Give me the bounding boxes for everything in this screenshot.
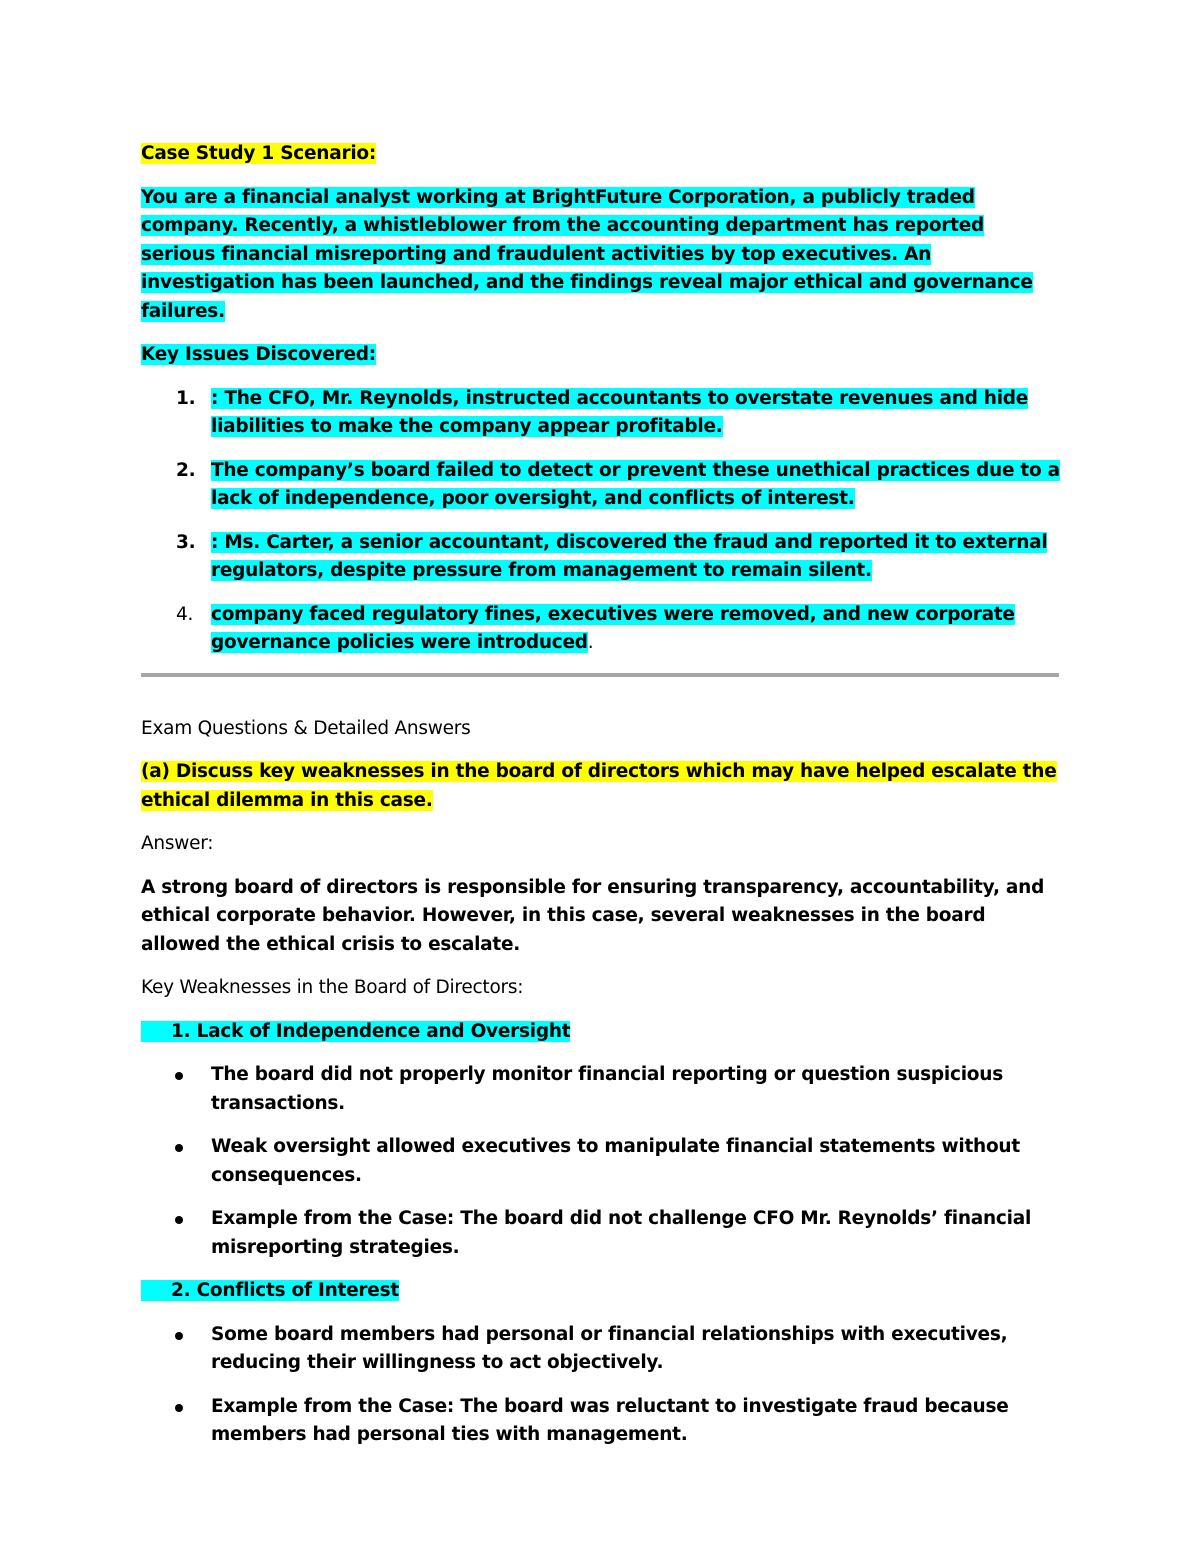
issue-trailing-period: .: [587, 632, 594, 653]
issue-item: [141, 457, 1061, 514]
question-a: (a) Discuss key weaknesses in the board of directors which may have helped escalate the ethical dilemma in this case.: [141, 761, 1057, 811]
issue-item: [141, 601, 1061, 658]
issue-item: [141, 385, 1061, 442]
weaknesses-heading: Key Weaknesses in the Board of Directors:: [141, 977, 524, 998]
exam-heading: Exam Questions & Detailed Answers: [141, 717, 471, 739]
issues-heading: Key Issues Discovered:: [141, 344, 376, 365]
bullet-icon: [175, 1216, 183, 1224]
weakness-point: Weak oversight allowed executives to manipulate financial statements without consequences.: [141, 1133, 1061, 1190]
scenario-heading: Case Study 1 Scenario:: [141, 143, 377, 164]
bullet-icon: [175, 1072, 183, 1080]
issue-number: 1.: [176, 387, 196, 409]
answer-label: Answer:: [141, 833, 214, 854]
weakness-point: Example from the Case: The board was reluctant to investigate fraud because members had personal ties with management.: [141, 1393, 1061, 1450]
document-content: [141, 140, 1061, 1465]
bullet-icon: [175, 1332, 183, 1340]
issue-text: The company’s board failed to detect or prevent these unethical practices due to a lack of independence, poor oversight, and conflicts of interest.: [211, 459, 1060, 509]
horizontal-rule: [141, 673, 1059, 677]
weakness-point: Some board members had personal or financial relationships with executives, reducing their willingness to act objectively.: [141, 1321, 1061, 1378]
answer-intro: A strong board of directors is responsible for ensuring transparency, accountability, and ethical corporate behavior. However, in this case, several weaknesses in the board allowed the ethical crisis to escalate.: [141, 876, 1045, 955]
issue-text: : The CFO, Mr. Reynolds, instructed accountants to overstate revenues and hide liabilities to make the company appear profitable.: [211, 387, 1029, 437]
bullet-icon: [175, 1144, 183, 1152]
issue-text: company faced regulatory fines, executives were removed, and new corporate governance policies were introduced: [211, 603, 1015, 653]
issue-number: 4.: [176, 603, 194, 625]
weakness-point: The board did not properly monitor financial reporting or question suspicious transactions.: [141, 1061, 1061, 1118]
weakness-title: 1. Lack of Independence and Oversight: [141, 1018, 1061, 1047]
issue-number: 2.: [176, 459, 196, 481]
bullet-icon: [175, 1404, 183, 1412]
issue-text: : Ms. Carter, a senior accountant, discovered the fraud and reported it to external regulators, despite pressure from management to remain silent.: [211, 531, 1048, 581]
issue-item: [141, 529, 1061, 586]
weakness-point: Example from the Case: The board did not challenge CFO Mr. Reynolds’ financial misreporting strategies.: [141, 1205, 1061, 1262]
scenario-intro: You are a financial analyst working at BrightFuture Corporation, a publicly traded company. Recently, a whistleblower from the accounting department has reported serious financial misreporting and fraudulent activities by top executives. An investigation has been launched, and the findings reveal major ethical and governance failures.: [141, 186, 1033, 322]
weakness-title: 2. Conflicts of Interest: [141, 1277, 1061, 1306]
issue-number: 3.: [176, 531, 196, 553]
